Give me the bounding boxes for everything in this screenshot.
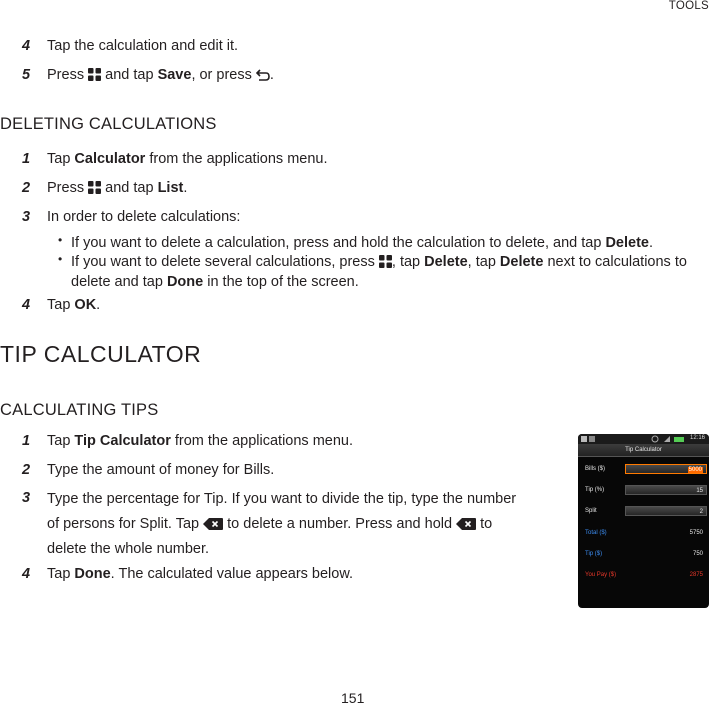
step-number: 2 [22,180,31,196]
backspace-icon [456,518,476,530]
tip-amount-row [585,547,703,561]
text: , tap [391,254,421,270]
text: and tap [105,180,154,196]
bold-term: Done [166,274,204,290]
step-text [47,487,517,562]
step-number: 3 [22,490,31,506]
chapter-title: TIP CALCULATOR [0,341,202,367]
notification-icons [581,435,611,445]
bold-term: List [157,180,184,196]
step-text [47,297,100,313]
split-input[interactable]: 2 [625,506,707,516]
you-pay-value: 2875 [689,572,703,578]
bold-term: Done [74,566,111,582]
text: from the applications menu. [174,433,353,449]
text: and tap [105,67,154,83]
text: Press [47,67,85,83]
status-time: 12:16 [689,435,705,441]
step-number: 1 [22,151,31,167]
tip-percent-input[interactable]: 15 [625,485,707,495]
text: If you want to delete several calculations, press [71,254,375,270]
you-pay-label: You Pay ($) [585,572,617,578]
split-row[interactable] [585,504,703,518]
text: . [648,235,654,251]
step-number: 4 [22,297,31,313]
menu-key-icon [88,68,101,81]
step-text [47,180,187,196]
step-text: Tap the calculation and edit it. [47,38,239,54]
bills-value: 5000 [688,467,702,473]
page-number: 151 [341,690,365,706]
step-number: 5 [22,67,31,83]
bills-label: Bills ($) [585,466,606,472]
step-number: 1 [22,433,31,449]
total-row [585,526,703,540]
text: , tap [467,254,496,270]
text: Tap [47,433,71,449]
text: If you want to delete a calculation, press and hold the calculation to delete, and tap [71,235,602,251]
text: . [183,180,188,196]
you-pay-row [585,568,703,582]
bullet-text [71,252,709,292]
split-label: Split [585,508,597,514]
bold-term: OK [74,297,97,313]
bullet-dot: • [58,233,63,247]
tip-percent-label: Tip (%) [585,487,605,493]
phone-screenshot [578,434,709,608]
step-number: 3 [22,209,31,225]
bullet-text [71,233,709,253]
bold-term: Delete [424,254,468,270]
text: . [269,67,274,83]
text: Tap [47,297,71,313]
text: Tap [47,151,71,167]
section-heading: DELETING CALCULATIONS [0,115,217,133]
bullet-dot: • [58,252,63,266]
text: . [96,297,101,313]
total-value: 5750 [689,530,703,536]
text: Press [47,180,85,196]
text: in the top of the screen. [207,274,359,290]
text: next to calculations to delete and tap [71,254,687,290]
text: Tap [47,566,71,582]
app-title-bar: Tip Calculator [578,444,709,457]
text: to delete the whole number. [47,516,493,557]
text: to delete a number. Press and hold [227,516,453,532]
bold-term: Save [157,67,192,83]
menu-key-icon [379,255,392,268]
step-text: Type the amount of money for Bills. [47,462,275,478]
tip-amount-value: 750 [692,551,703,557]
signal-battery-icon [650,435,690,445]
step-text [47,151,328,167]
step-number: 4 [22,566,31,582]
step-text [47,433,353,449]
section-header: TOOLS [668,0,709,12]
status-bar [578,434,709,444]
total-label: Total ($) [585,530,607,536]
bills-input[interactable] [625,464,707,474]
text: , or press [191,67,252,83]
tip-amount-label: Tip ($) [585,551,603,557]
step-text: In order to delete calculations: [47,209,241,225]
back-key-icon [256,69,270,81]
bold-term: Delete [605,235,649,251]
bold-term: Calculator [74,151,146,167]
bills-row[interactable] [585,462,703,476]
step-text [47,566,353,582]
text: Type the percentage for Tip. If you want to divide the tip, type the number of persons for Split. Tap [47,491,517,532]
text: . The calculated value appears below. [110,566,354,582]
step-number: 4 [22,38,31,54]
bold-term: Tip Calculator [74,433,171,449]
backspace-icon [203,518,223,530]
menu-key-icon [88,181,101,194]
section-heading: CALCULATING TIPS [0,401,159,419]
bold-term: Delete [499,254,544,270]
step-text [47,67,274,83]
step-number: 2 [22,462,31,478]
tip-percent-row[interactable] [585,483,703,497]
text: from the applications menu. [149,151,328,167]
